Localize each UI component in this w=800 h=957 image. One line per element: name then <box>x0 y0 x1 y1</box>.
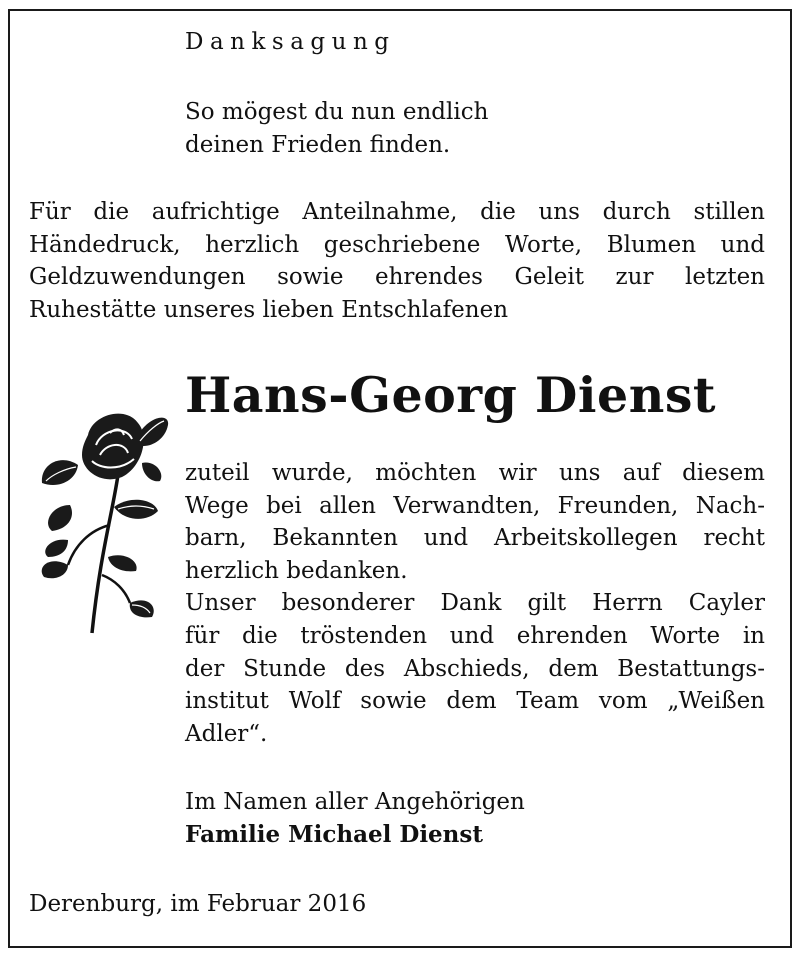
thanks-line: Wege bei allen Verwandten, Freunden, Nach- <box>185 492 765 519</box>
thanks-line: Adler“. <box>185 720 268 747</box>
thanks-line: barn, Bekannten und Arbeitskollegen recht <box>185 525 765 552</box>
verse <box>185 96 488 161</box>
thanks-paragraph <box>185 457 765 750</box>
thanks-line: Unser besonderer Dank gilt Herrn Cayler <box>185 590 765 617</box>
intro-line: Händedruck, herzlich geschriebene Worte, Blumen und <box>29 231 765 258</box>
intro-line: Geldzuwendungen sowie ehrendes Geleit zur letzten <box>29 264 765 291</box>
intro-paragraph <box>29 196 765 326</box>
closing-line: Im Namen aller Angehörigen <box>185 789 525 815</box>
thanks-line: institut Wolf sowie dem Team vom „Weißen <box>185 688 765 715</box>
place-date: Derenburg, im Februar 2016 <box>29 891 367 917</box>
intro-line: Ruhestätte unseres lieben Entschlafenen <box>29 296 509 323</box>
rose-icon <box>30 405 170 635</box>
intro-line: Für die aufrichtige Anteilnahme, die uns durch stillen <box>29 199 765 225</box>
deceased-name: Hans-Georg Dienst <box>185 366 717 424</box>
family-signature: Familie Michael Dienst <box>185 820 483 848</box>
thanks-line: herzlich bedanken. <box>185 557 408 584</box>
thanks-line: der Stunde des Abschieds, dem Bestattungs- <box>185 655 765 682</box>
heading: Danksagung <box>185 29 396 55</box>
thanks-line: zuteil wurde, möchten wir uns auf diesem <box>185 460 765 486</box>
closing <box>185 786 525 851</box>
verse-line: deinen Frieden finden. <box>185 131 451 158</box>
thanks-line: für die tröstenden und ehrenden Worte in <box>185 622 765 649</box>
verse-line: So mögest du nun endlich <box>185 99 489 125</box>
